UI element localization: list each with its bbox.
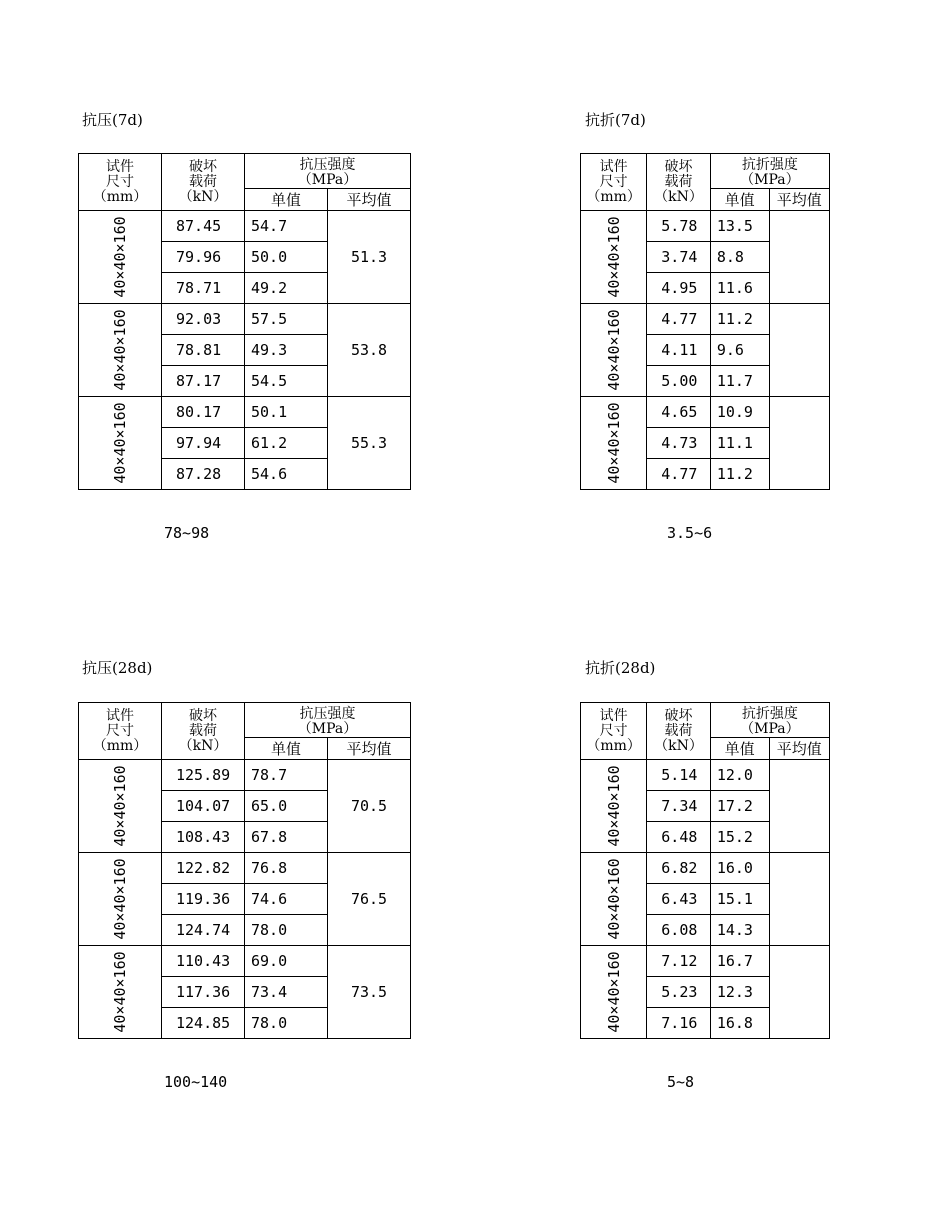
header-average-value: 平均值 — [328, 738, 411, 760]
strength-table — [580, 702, 830, 1039]
failure-load-cell: 6.48 — [647, 822, 711, 853]
single-value-cell: 17.2 — [710, 791, 769, 822]
strength-table — [580, 153, 830, 490]
header-specimen-size: 试件 尺寸 （mm） — [79, 703, 162, 760]
average-value-cell: 73.5 — [328, 946, 411, 1039]
header-failure-load: 破坏 载荷 （kN） — [647, 154, 711, 211]
single-value-cell: 61.2 — [245, 428, 328, 459]
specimen-size-label: 40×40×160 — [604, 858, 623, 940]
specimen-size-cell — [79, 304, 162, 397]
specimen-size-cell — [581, 304, 647, 397]
strength-table — [78, 702, 411, 1039]
average-value-cell: 55.3 — [328, 397, 411, 490]
failure-load-cell: 117.36 — [162, 977, 245, 1008]
failure-load-cell: 6.43 — [647, 884, 711, 915]
failure-load-cell: 78.81 — [162, 335, 245, 366]
table-row — [79, 946, 411, 977]
single-value-cell: 50.1 — [245, 397, 328, 428]
specimen-size-label: 40×40×160 — [111, 858, 129, 940]
failure-load-cell: 5.00 — [647, 366, 711, 397]
header-failure-load: 破坏 载荷 （kN） — [162, 154, 245, 211]
caption-compressive-28d: 抗压(28d) — [82, 659, 153, 677]
range-compressive-7d: 78~98 — [164, 524, 210, 542]
header-average-value: 平均值 — [769, 738, 829, 760]
single-value-cell: 54.6 — [245, 459, 328, 490]
header-row — [79, 703, 411, 738]
single-value-cell: 11.2 — [710, 459, 769, 490]
failure-load-cell: 97.94 — [162, 428, 245, 459]
failure-load-cell: 4.65 — [647, 397, 711, 428]
specimen-size-label: 40×40×160 — [604, 402, 623, 484]
single-value-cell: 11.2 — [710, 304, 769, 335]
single-value-cell: 11.1 — [710, 428, 769, 459]
failure-load-cell: 122.82 — [162, 853, 245, 884]
specimen-size-label: 40×40×160 — [604, 309, 623, 391]
failure-load-cell: 87.17 — [162, 366, 245, 397]
header-single-value: 单值 — [710, 189, 769, 211]
single-value-cell: 69.0 — [245, 946, 328, 977]
single-value-cell: 16.0 — [710, 853, 769, 884]
range-flexural-7d: 3.5~6 — [667, 524, 713, 542]
specimen-size-cell — [79, 760, 162, 853]
single-value-cell: 16.7 — [710, 946, 769, 977]
failure-load-cell: 6.08 — [647, 915, 711, 946]
single-value-cell: 65.0 — [245, 791, 328, 822]
table-compressive-7d — [78, 153, 412, 503]
specimen-size-label: 40×40×160 — [604, 951, 623, 1033]
header-single-value: 单值 — [245, 738, 328, 760]
failure-load-cell: 110.43 — [162, 946, 245, 977]
specimen-size-label: 40×40×160 — [111, 765, 129, 847]
single-value-cell: 11.6 — [710, 273, 769, 304]
header-average-value: 平均值 — [328, 189, 411, 211]
single-value-cell: 12.3 — [710, 977, 769, 1008]
specimen-size-label: 40×40×160 — [604, 765, 623, 847]
single-value-cell: 10.9 — [710, 397, 769, 428]
specimen-size-cell — [581, 946, 647, 1039]
caption-flexural-7d: 抗折(7d) — [585, 111, 646, 129]
specimen-size-cell — [79, 211, 162, 304]
table-row — [79, 760, 411, 791]
header-row — [79, 154, 411, 189]
single-value-cell: 11.7 — [710, 366, 769, 397]
specimen-size-cell — [581, 853, 647, 946]
failure-load-cell: 7.16 — [647, 1008, 711, 1039]
header-failure-load: 破坏 载荷 （kN） — [647, 703, 711, 760]
single-value-cell: 78.0 — [245, 915, 328, 946]
single-value-cell: 76.8 — [245, 853, 328, 884]
failure-load-cell: 125.89 — [162, 760, 245, 791]
failure-load-cell: 6.82 — [647, 853, 711, 884]
failure-load-cell: 3.74 — [647, 242, 711, 273]
failure-load-cell: 7.34 — [647, 791, 711, 822]
caption-flexural-28d: 抗折(28d) — [585, 659, 656, 677]
single-value-cell: 15.2 — [710, 822, 769, 853]
single-value-cell: 49.3 — [245, 335, 328, 366]
failure-load-cell: 5.23 — [647, 977, 711, 1008]
table-row — [79, 304, 411, 335]
specimen-size-label: 40×40×160 — [604, 216, 623, 298]
failure-load-cell: 7.12 — [647, 946, 711, 977]
single-value-cell: 50.0 — [245, 242, 328, 273]
caption-compressive-7d: 抗压(7d) — [82, 111, 143, 129]
average-value-cell: 70.5 — [328, 760, 411, 853]
failure-load-cell: 108.43 — [162, 822, 245, 853]
average-value-cell: 53.8 — [328, 304, 411, 397]
failure-load-cell: 124.74 — [162, 915, 245, 946]
failure-load-cell: 87.28 — [162, 459, 245, 490]
range-compressive-28d: 100~140 — [164, 1073, 228, 1091]
specimen-size-label: 40×40×160 — [111, 951, 129, 1033]
specimen-size-cell — [79, 946, 162, 1039]
single-value-cell: 14.3 — [710, 915, 769, 946]
single-value-cell: 13.5 — [710, 211, 769, 242]
header-single-value: 单值 — [710, 738, 769, 760]
failure-load-cell: 4.77 — [647, 459, 711, 490]
failure-load-cell: 4.77 — [647, 304, 711, 335]
header-strength: 抗压强度 （MPa） — [245, 154, 411, 189]
table-row — [581, 946, 830, 977]
table-row — [79, 211, 411, 242]
single-value-cell: 78.7 — [245, 760, 328, 791]
table-row — [581, 211, 830, 242]
failure-load-cell: 5.14 — [647, 760, 711, 791]
single-value-cell: 54.5 — [245, 366, 328, 397]
average-value-cell — [769, 304, 829, 397]
table-row — [79, 853, 411, 884]
single-value-cell: 57.5 — [245, 304, 328, 335]
failure-load-cell: 87.45 — [162, 211, 245, 242]
failure-load-cell: 78.71 — [162, 273, 245, 304]
header-specimen-size: 试件 尺寸 （mm） — [581, 154, 647, 211]
average-value-cell — [769, 397, 829, 490]
specimen-size-label: 40×40×160 — [111, 402, 129, 484]
average-value-cell — [769, 853, 829, 946]
average-value-cell — [769, 946, 829, 1039]
failure-load-cell: 80.17 — [162, 397, 245, 428]
table-compressive-28d — [78, 702, 412, 1052]
table-row — [79, 397, 411, 428]
average-value-cell — [769, 760, 829, 853]
header-failure-load: 破坏 载荷 （kN） — [162, 703, 245, 760]
failure-load-cell: 4.95 — [647, 273, 711, 304]
single-value-cell: 16.8 — [710, 1008, 769, 1039]
header-row — [581, 154, 830, 189]
failure-load-cell: 79.96 — [162, 242, 245, 273]
average-value-cell — [769, 211, 829, 304]
single-value-cell: 73.4 — [245, 977, 328, 1008]
header-strength: 抗折强度 （MPa） — [710, 154, 829, 189]
header-specimen-size: 试件 尺寸 （mm） — [581, 703, 647, 760]
failure-load-cell: 4.73 — [647, 428, 711, 459]
table-row — [581, 760, 830, 791]
failure-load-cell: 119.36 — [162, 884, 245, 915]
header-average-value: 平均值 — [769, 189, 829, 211]
table-flexural-7d — [580, 153, 830, 503]
single-value-cell: 12.0 — [710, 760, 769, 791]
table-flexural-28d — [580, 702, 830, 1052]
header-single-value: 单值 — [245, 189, 328, 211]
single-value-cell: 74.6 — [245, 884, 328, 915]
specimen-size-label: 40×40×160 — [111, 216, 129, 298]
average-value-cell: 51.3 — [328, 211, 411, 304]
average-value-cell: 76.5 — [328, 853, 411, 946]
single-value-cell: 15.1 — [710, 884, 769, 915]
specimen-size-cell — [79, 397, 162, 490]
single-value-cell: 8.8 — [710, 242, 769, 273]
single-value-cell: 9.6 — [710, 335, 769, 366]
specimen-size-cell — [581, 211, 647, 304]
range-flexural-28d: 5~8 — [667, 1073, 695, 1091]
table-row — [581, 853, 830, 884]
strength-table — [78, 153, 411, 490]
failure-load-cell: 5.78 — [647, 211, 711, 242]
header-row — [581, 703, 830, 738]
table-row — [581, 304, 830, 335]
single-value-cell: 78.0 — [245, 1008, 328, 1039]
single-value-cell: 67.8 — [245, 822, 328, 853]
specimen-size-cell — [79, 853, 162, 946]
failure-load-cell: 124.85 — [162, 1008, 245, 1039]
failure-load-cell: 4.11 — [647, 335, 711, 366]
specimen-size-label: 40×40×160 — [111, 309, 129, 391]
header-strength: 抗折强度 （MPa） — [710, 703, 829, 738]
specimen-size-cell — [581, 397, 647, 490]
table-row — [581, 397, 830, 428]
single-value-cell: 54.7 — [245, 211, 328, 242]
single-value-cell: 49.2 — [245, 273, 328, 304]
failure-load-cell: 92.03 — [162, 304, 245, 335]
header-specimen-size: 试件 尺寸 （mm） — [79, 154, 162, 211]
specimen-size-cell — [581, 760, 647, 853]
header-strength: 抗压强度 （MPa） — [245, 703, 411, 738]
failure-load-cell: 104.07 — [162, 791, 245, 822]
